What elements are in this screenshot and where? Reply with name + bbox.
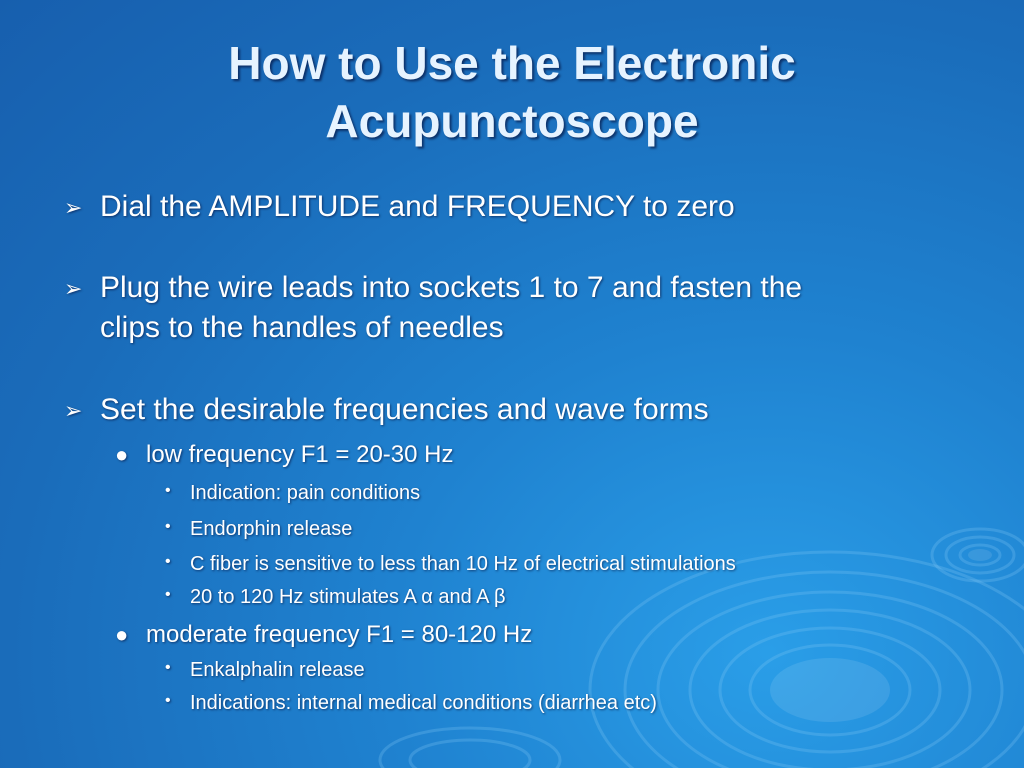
sub-sub-bullet-indications-internal: Indications: internal medical conditions (diarrhea etc) [190,692,657,714]
dot-bullet-icon: ● [115,442,129,467]
arrow-bullet-icon: ➢ [64,276,83,301]
small-dot-bullet-icon: • [165,659,171,676]
small-dot-bullet-icon: • [165,553,171,570]
bullet-2-text-line-2: clips to the handles of needles [100,311,504,344]
sub-bullet-low-frequency: low frequency F1 = 20-30 Hz [146,441,454,468]
sub-bullet-moderate-frequency: moderate frequency F1 = 80-120 Hz [146,621,533,648]
bullet-2-text-line-1: Plug the wire leads into sockets 1 to 7 and fasten the [100,271,803,304]
arrow-bullet-icon: ➢ [64,195,83,220]
small-dot-bullet-icon: • [165,586,171,603]
slide-title-line-1: How to Use the Electronic [228,37,796,89]
dot-bullet-icon: ● [115,622,129,647]
sub-sub-bullet-20-to-120: 20 to 120 Hz stimulates A α and A β [190,586,506,608]
sub-sub-bullet-enkalphalin: Enkalphalin release [190,659,365,681]
sub-sub-bullet-indication-pain: Indication: pain conditions [190,482,421,504]
bullet-1-text: Dial the AMPLITUDE and FREQUENCY to zero [100,190,735,223]
small-dot-bullet-icon: • [165,518,171,535]
small-dot-bullet-icon: • [165,692,171,709]
bullet-3-text: Set the desirable frequencies and wave forms [100,393,709,426]
sub-sub-bullet-endorphin: Endorphin release [190,518,353,540]
sub-sub-bullet-c-fiber: C fiber is sensitive to less than 10 Hz of electrical stimulations [190,553,736,575]
slide-title-line-2: Acupunctoscope [325,95,699,147]
arrow-bullet-icon: ➢ [64,398,83,423]
small-dot-bullet-icon: • [165,482,171,499]
